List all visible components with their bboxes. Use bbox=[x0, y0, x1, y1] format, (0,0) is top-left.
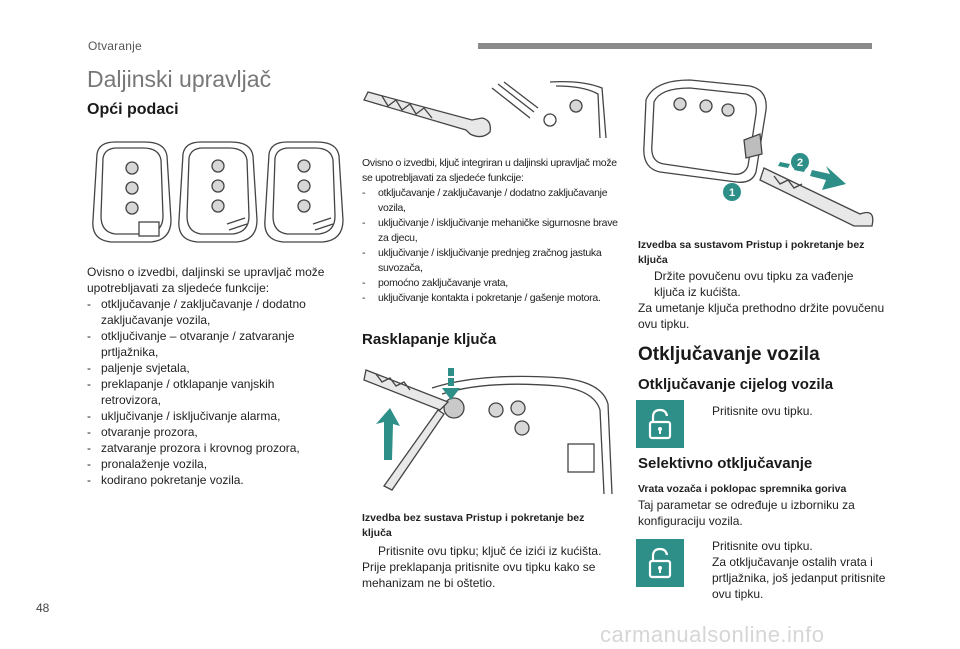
rotate-arrow-icon bbox=[376, 408, 400, 460]
step-badge-1 bbox=[723, 183, 741, 201]
list-item: Pritisnite ovu tipku. bbox=[712, 539, 813, 553]
step-number: 2 bbox=[796, 157, 804, 169]
key-function-list bbox=[362, 186, 624, 306]
padlock-open-icon bbox=[645, 408, 675, 440]
selective-unlock-text: Taj parametar se određuje u izborniku za konfiguraciju vozila. bbox=[638, 498, 855, 528]
unlock-button-icon bbox=[636, 400, 684, 448]
general-info-heading: Opći podaci bbox=[87, 101, 179, 118]
list-item: - pomoćno zaključavanje vrata, bbox=[362, 276, 624, 291]
list-item: - uključivanje / isključivanje prednjeg zračnog jastuka suvozača, bbox=[362, 246, 624, 276]
padlock-open-icon bbox=[645, 547, 675, 579]
whole-unlock-heading: Otključavanje cijelog vozila bbox=[638, 376, 834, 393]
key-unfolding-illustration bbox=[362, 364, 620, 502]
page-number: 48 bbox=[36, 601, 50, 615]
integrated-key-intro: Ovisno o izvedbi, ključ integriran u daljinski upravljač može se upotrebljavati za sljedeće funkcije: bbox=[362, 157, 617, 184]
general-info-intro: Ovisno o izvedbi, daljinski se upravljač može upotrebljavati za sljedeće funkcije: bbox=[87, 265, 325, 295]
integrated-key-illustration bbox=[362, 78, 610, 140]
list-item: - otključivanje – otvaranje / zatvaranje prtljažnika, bbox=[87, 328, 337, 360]
with-keyless-note: Za umetanje ključa prethodno držite povučenu ovu tipku. bbox=[638, 301, 885, 331]
key-fob-1 bbox=[93, 142, 171, 242]
list-item: - kodirano pokretanje vozila. bbox=[87, 472, 337, 488]
selective-unlock-subheading: Vrata vozača i poklopac spremnika goriva bbox=[638, 483, 847, 495]
unlock-button-icon bbox=[636, 539, 684, 587]
page-title: Daljinski upravljač bbox=[87, 66, 272, 92]
section-label: Otvaranje bbox=[88, 39, 142, 53]
keyless-key-illustration bbox=[640, 76, 880, 234]
step-badge-2 bbox=[791, 153, 809, 171]
remote-keys-illustration bbox=[85, 136, 347, 252]
list-item: - preklapanje / otklapanje vanjskih retrovizora, bbox=[87, 376, 337, 408]
list-item: - otključavanje / zaključavanje / dodatno zaključavanje vozila, bbox=[362, 186, 624, 216]
with-keyless-step: Držite povučenu ovu tipku za vađenje ključa iz kućišta. bbox=[654, 269, 854, 299]
whole-unlock-check bbox=[696, 403, 886, 419]
key-unfolding-heading: Rasklapanje ključa bbox=[362, 331, 497, 348]
list-item: - pronalaženje vozila, bbox=[87, 456, 337, 472]
key-fob-partial bbox=[492, 82, 606, 138]
list-item: Za otključavanje ostalih vrata i prtljažnika, još jedanput pritisnite ovu tipku. bbox=[712, 555, 886, 601]
header-bar bbox=[478, 43, 872, 49]
list-item: - paljenje svjetala, bbox=[87, 360, 337, 376]
without-keyless-check bbox=[362, 543, 624, 559]
general-info-text bbox=[87, 264, 337, 488]
without-keyless-note: Prije preklapanja pritisnite ovu tipku kako se mehanizam ne bi oštetio. bbox=[362, 560, 596, 590]
step-number: 1 bbox=[728, 187, 736, 199]
with-keyless-check bbox=[638, 268, 886, 300]
function-list bbox=[87, 296, 337, 488]
key-blade bbox=[364, 92, 490, 137]
key-blade-folded bbox=[364, 370, 448, 490]
list-item: - zatvaranje prozora i krovnog prozora, bbox=[87, 440, 337, 456]
selective-unlock-steps bbox=[696, 538, 888, 602]
integrated-key-text bbox=[362, 156, 624, 306]
list-item: - uključivanje / isključivanje mehaničke sigurnosne brave za djecu, bbox=[362, 216, 624, 246]
key-fob-keyless bbox=[644, 80, 766, 182]
selective-unlock-heading: Selektivno otključavanje bbox=[638, 455, 813, 472]
list-item: - otključavanje / zaključavanje / dodatno zaključavanje vozila, bbox=[87, 296, 337, 328]
without-keyless-heading: Izvedba bez sustava Pristup i pokretanje bez ključa bbox=[362, 512, 585, 539]
with-keyless-heading: Izvedba sa sustavom Pristup i pokretanje bez ključa bbox=[638, 239, 865, 266]
list-item: - otvaranje prozora, bbox=[87, 424, 337, 440]
list-item: - uključivanje / isključivanje alarma, bbox=[87, 408, 337, 424]
key-fob-2 bbox=[179, 142, 257, 242]
without-keyless-step: Pritisnite ovu tipku; ključ će izići iz kućišta. bbox=[378, 544, 602, 558]
list-item: - uključivanje kontakta i pokretanje / gašenje motora. bbox=[362, 291, 624, 306]
unlocking-heading: Otključavanje vozila bbox=[638, 344, 820, 365]
whole-unlock-step: Pritisnite ovu tipku. bbox=[712, 404, 813, 418]
key-fob-3 bbox=[265, 142, 343, 242]
watermark: carmanualsonline.info bbox=[600, 622, 825, 647]
key-fob-open bbox=[432, 376, 612, 494]
